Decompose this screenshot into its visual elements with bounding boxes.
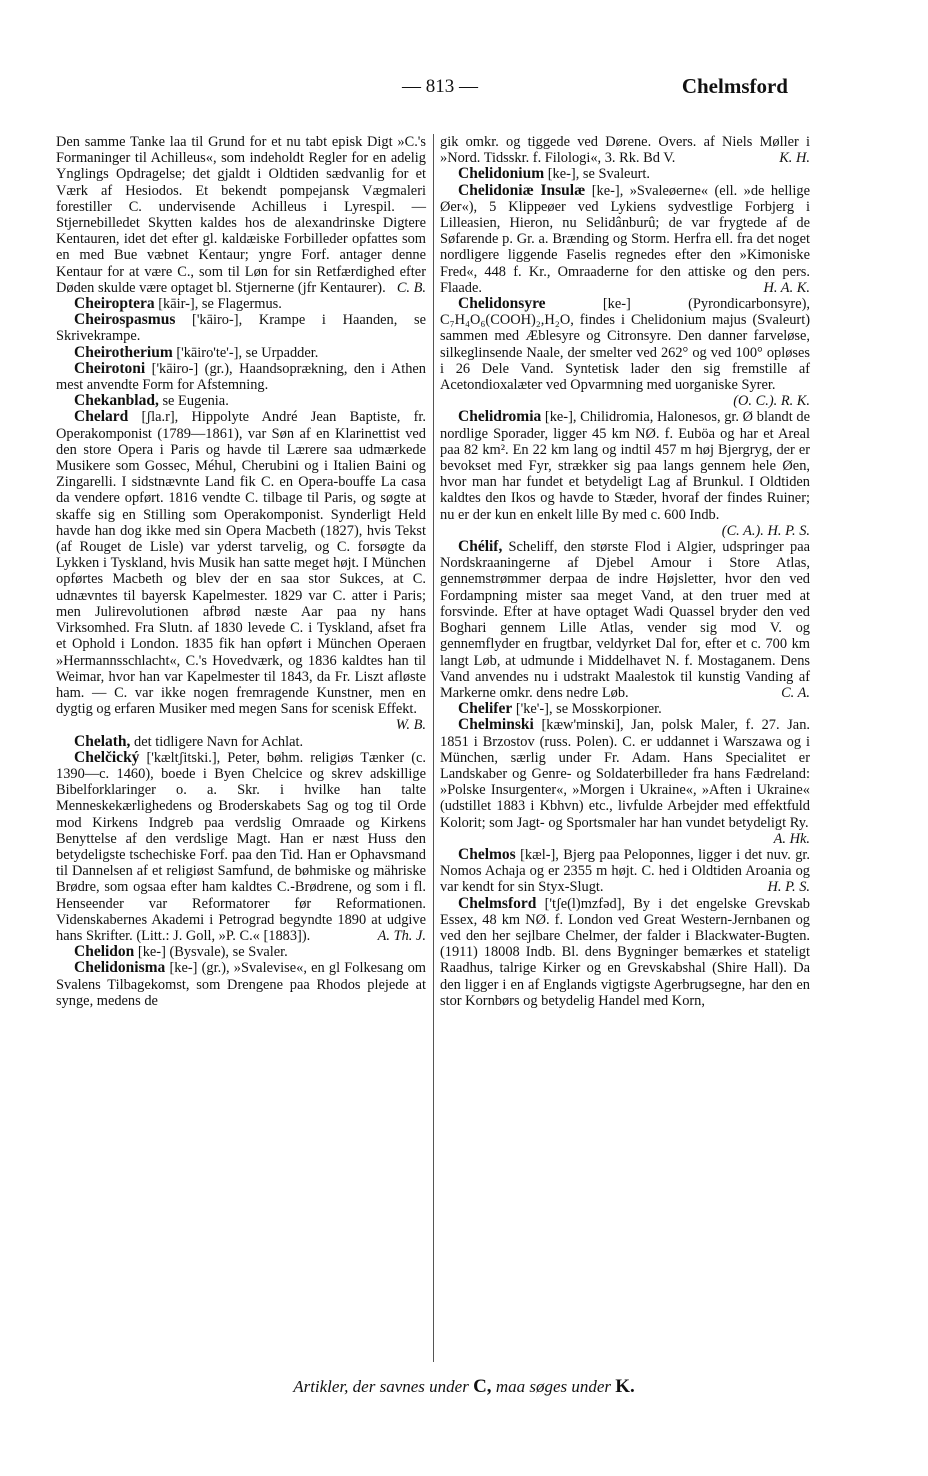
footer-letter-k: K. xyxy=(615,1376,635,1397)
author-signature: A. Th. J. xyxy=(377,927,426,944)
footer-letter-c: C, xyxy=(473,1376,492,1397)
right-column xyxy=(440,134,810,1009)
dictionary-entry xyxy=(56,409,426,733)
headword: Chelidonium xyxy=(458,165,545,183)
dictionary-entry xyxy=(56,361,426,393)
headword: Chelidonisma xyxy=(74,959,166,977)
footer-note xyxy=(0,1376,928,1398)
entry-text: [kāir-], se Flagermus. xyxy=(154,296,282,313)
headword: Chelath, xyxy=(74,732,131,750)
left-column xyxy=(56,134,426,1009)
entry-text: ['kāiro-] (gr.), Haandsoprækning, den i Athen mest anvendte Form for Afstemning. xyxy=(56,360,426,394)
page-number: — 813 — xyxy=(402,76,478,97)
dictionary-entry xyxy=(56,134,426,296)
entry-text: [ke-], »Svaleøerne« (ell. »de hellige Øer«), 5 Klippeøer ved Lykiens sydvestlige Forbjerg i Lilleasien, Hieron, nu Selidânburû; de var frygtede af de Søfarende p. Gr. a. Brænding og Storm. Herfra ell. fra det noget nordligere liggende Faselis regnedes efter den »Kimoniske Fred«, 448 f. Kr., Omraaderne for den attiske og den pers. Flaade. xyxy=(440,182,811,296)
headword: Chelidonsyre xyxy=(458,295,546,313)
dictionary-entry xyxy=(440,409,810,539)
author-signature: A. Hk. xyxy=(773,830,810,847)
entry-text: ['kāiro-], Krampe i Haanden, se Skrivekrampe. xyxy=(56,312,426,345)
entry-text: Scheliff, den største Flod i Algier, udspringer paa Nordskraaningerne af Djebel Amour i Store Atlas, gennemstrømmer derpaa de indre Højsletter, hvor den ved Fordampning mister saa meget Vand, at den truer med at forsvinde. Efter at have optaget Wadi Quassel bryder den ved Boghari gennem Lille Atlas, vender sig mod V. og gennemflyder en frugtbar, veldyrket Dal for, efter et c. 700 km langt Løb, at udmunde i Middelhavet N. f. Mostaganem. Dens Vand anvendes nu i udstrakt Maalestok til kunstig Vanding af Markerne omkr. dens nedre Løb. xyxy=(440,539,810,701)
dictionary-entry xyxy=(440,701,810,717)
entry-text: ['kæltʃitski.], Peter, bøhm. religiøs Tænker (c. 1390—c. 1460), boede i Byen Chelcice og skrev adskillige Bibelforklaringer o. a. Skr. i hvilke han talte Menneskekærlighedens og Broderskabets Sag og tog til Orde mod Kirkens Indgreb paa verdslig Omraade og Kirkens Benyttelse af den verdslige Magt. Han er næst Huss den betydeligste tschechiske Forf. paa den Tid. Han er Ophavsmand til Dannelsen af et religiøst Samfund, de bøhmiske og mähriske Brødre, som ogsaa efter ham kaldtes C.-Brødrene, og som i fl. Henseender var Reformatorer før Reformationen. Videnskabernes Akademi i Petrograd begyndte 1890 at udgive hans Skrifter. (Litt.: J. Goll, »P. C.« [1883]). xyxy=(56,749,426,944)
entry-text: ['kāiro'te'-], se Urpadder. xyxy=(172,344,319,361)
headword: Chelminski xyxy=(458,716,534,734)
entry-text: [ke-], se Svaleurt. xyxy=(544,166,651,183)
dictionary-entry xyxy=(440,183,810,296)
column-rule xyxy=(433,134,434,1362)
headword: Cheirospasmus xyxy=(74,311,176,329)
entry-text: ['ke'-], se Mosskorpioner. xyxy=(512,701,662,718)
entry-text: gik omkr. og tiggede ved Dørene. Overs. af Niels Møller i »Nord. Tidsskr. f. Filologi«, 3. Rk. Bd V. xyxy=(440,134,810,167)
headword: Cheirotoni xyxy=(74,359,146,377)
headword: Chelidon xyxy=(74,943,135,961)
headword: Chelmsford xyxy=(458,894,537,912)
dictionary-entry xyxy=(56,944,426,960)
entry-text: se Eugenia. xyxy=(158,393,229,410)
dictionary-entry xyxy=(440,539,810,701)
entry-text: [ke-] (Pyrondicarbonsyre), C₇H₄O₆(COOH)₂,H₂O, findes i Chelidonium majus (Svaleurt) sammen med Æblesyre og Citronsyre. Den danner farveløse, silkeglinsende Naale, der smelter ved 262° og ved 100° opløses i 26 Dele Vand. Syntetisk lader den sig fremstille af Acetondioxalæter ved Opvarmning med uorganiske Syrer. xyxy=(440,296,810,394)
entry-text: [kæw'minski], Jan, polsk Maler, f. 27. Jan. 1851 i Brzostov (russ. Polen). C. er uddannet i Warszawa og i München, særlig under Fr. Adam. Hans Specialitet er Landskaber og Genre- og Soldaterbilleder fra hans Fædreland: »Polske Insurgenter«, »Morgen i Ukraine«, »Aften i Ukraine« (udstillet 1883 i Kbhvn) etc., livfulde Arbejder med effektfuld Kolorit; som Jagt- og Sportsmaler har han vundet betydeligt Ry. xyxy=(440,717,810,831)
headword: Chélif, xyxy=(458,538,503,556)
entry-text: [ke-], Chilidromia, Halonesos, gr. Ø blandt de nordlige Sporader, ligger 45 km NØ. f. Euböa og har et Areal paa 82 km². En 22 km lang og indtil 457 m høj Bjergryg, der er bevokset med Fyr, strækker sig paa langs gennem hele Øen, hvor man har fundet et betydeligt Lag af Brunkul. I Oldtiden kaldtes den Ikos og havde to Stæder, hvoraf der findes Ruiner; nu er der kun en enkelt lille By med c. 600 Indb. xyxy=(440,409,810,523)
headword: Chelidromia xyxy=(458,408,542,426)
entry-text: [ʃla.r], Hippolyte André Jean Baptiste, fr. Operakomponist (1789—1861), var Søn af en Klarinettist ved den store Opera i Paris og havde til Lærere saa udmærkede Musikere som Gossec, Méhul, Cherubini og i Italien Baini og Zingarelli. I sidstnævnte Land fik C. en Opera-bouffe La casa da vendere opført. 1816 vendte C. tilbage til Paris, og søgte at skaffe sig en Stilling som Operakomponist. Synderligt Held havde han dog ikke med sin Opera Macbeth (1827), hvis Tekst (af Rouget de Lisle) var yderst tarvelig, og C. forsøgte da Lykken i Tyskland, hvis Musik han satte meget højt. I München opførtes Macbeth og blev der en saa stor Sukces, at C. udnævntes til bayersk Kapelmester. 1829 var C. atter i Paris; men Julirevolutionen afbrød næste Aar paa ny hans Virksomhed. Fra Slutn. af 1830 levede C. i Tyskland, afset fra et Ophold i London. 1835 fik han opført i München Operaen »Hermannsschlacht«, C.'s Hovedværk, og 1836 kaldtes han til Weimar, hvor han var Kapelmester til 1843, da Fr. Liszt afløste ham. — C. var ikke nogen fremragende Kunstner, men en dygtig og erfaren Musiker med megen Sans for scenisk Effekt. xyxy=(56,409,426,718)
running-head: Chelmsford xyxy=(681,74,788,98)
entry-text: [ke-] (gr.), »Svalevise«, en gl Folkesang om Svalens Tilbagekomst, som Drengene paa Rhodos plejede at synge, medens de xyxy=(56,960,426,1009)
dictionary-entry xyxy=(56,296,426,312)
headword: Chelidoniæ Insulæ xyxy=(458,181,586,199)
dictionary-entry xyxy=(440,166,810,182)
author-signature: H. P. S. xyxy=(767,879,810,896)
headword: Cheiroptera xyxy=(74,295,155,313)
dictionary-entry xyxy=(440,134,810,166)
dictionary-entry xyxy=(440,847,810,896)
dictionary-entry xyxy=(56,734,426,750)
dictionary-entry xyxy=(56,750,426,944)
footer-text-2: maa søges under xyxy=(491,1377,616,1396)
author-signature: K. H. xyxy=(779,150,810,167)
headword: Chekanblad, xyxy=(74,392,159,410)
headword: Chelard xyxy=(74,408,129,426)
author-signature: (O. C.). R. K. xyxy=(733,393,810,410)
headword: Chelčický xyxy=(74,748,140,766)
headword: Chelmos xyxy=(458,845,516,863)
dictionary-entry xyxy=(440,717,810,847)
entry-text: [ke-] (Bysvale), se Svaler. xyxy=(134,944,288,961)
entry-text: det tidligere Navn for Achlat. xyxy=(130,733,304,750)
author-signature: W. B. xyxy=(395,717,426,734)
author-signature: H. A. K. xyxy=(763,279,810,296)
dictionary-entry xyxy=(440,296,810,409)
dictionary-entry xyxy=(56,393,426,409)
dictionary-entry xyxy=(56,960,426,1009)
author-signature: C. B. xyxy=(396,279,426,296)
entry-text: Den samme Tanke laa til Grund for et nu tabt episk Digt »C.'s Formaninger til Achilleus«, som indeholdt Regler for en adelig Ynglings Opdragelse; det gjaldt i Oldtiden sædvanlig for et Værk af Hesiodos. Et bekendt pompejansk Vægmaleri forestiller C. undervisende Achilleus i Lyrespil. — Stjernebilledet Skytten kaldes hos de alexandrinske Digtere Kentauren, idet det efter gl. kaldæiske Forbilleder opfattes som en med Bue væbnet Kentaur; yngre Forf. antager denne Kentaur for at være C., som til Løn for sin Retfærdighed efter Døden skulde være optaget bl. Stjernerne (jfr Kentaurer). xyxy=(56,134,426,296)
author-signature: (C. A.). H. P. S. xyxy=(721,522,810,539)
headword: Chelifer xyxy=(458,700,513,718)
dictionary-entry xyxy=(56,312,426,344)
dictionary-entry xyxy=(440,896,810,1009)
entry-text: [kæl-], Bjerg paa Peloponnes, ligger i det nuv. gr. Nomos Achaja og er 2355 m højt. C. hed i Oldtiden Aroania og var kendt for sin Styx-Slugt. xyxy=(440,846,810,896)
author-signature: C. A. xyxy=(781,684,810,701)
dictionary-entry xyxy=(56,345,426,361)
entry-text: ['tʃe(l)mzfəd], By i det engelske Grevskab Essex, 48 km NØ. f. London ved Great Western-Jernbanen og ved den her sejlbare Chelmer, der falder i Blackwater-Bugten. (1911) 18008 Indb. Bl. dens Bygninger bemærkes et stateligt Raadhus, talrige Kirker og en Grevskabshal (Shire Hall). Da den ligger i en af Englands vigtigste Agerbrugsegne, har den en stor Kornbørs og betydelig Handel med Korn, xyxy=(440,895,810,1009)
headword: Cheirotherium xyxy=(74,343,173,361)
footer-text-1: Artikler, der savnes under xyxy=(293,1377,474,1396)
